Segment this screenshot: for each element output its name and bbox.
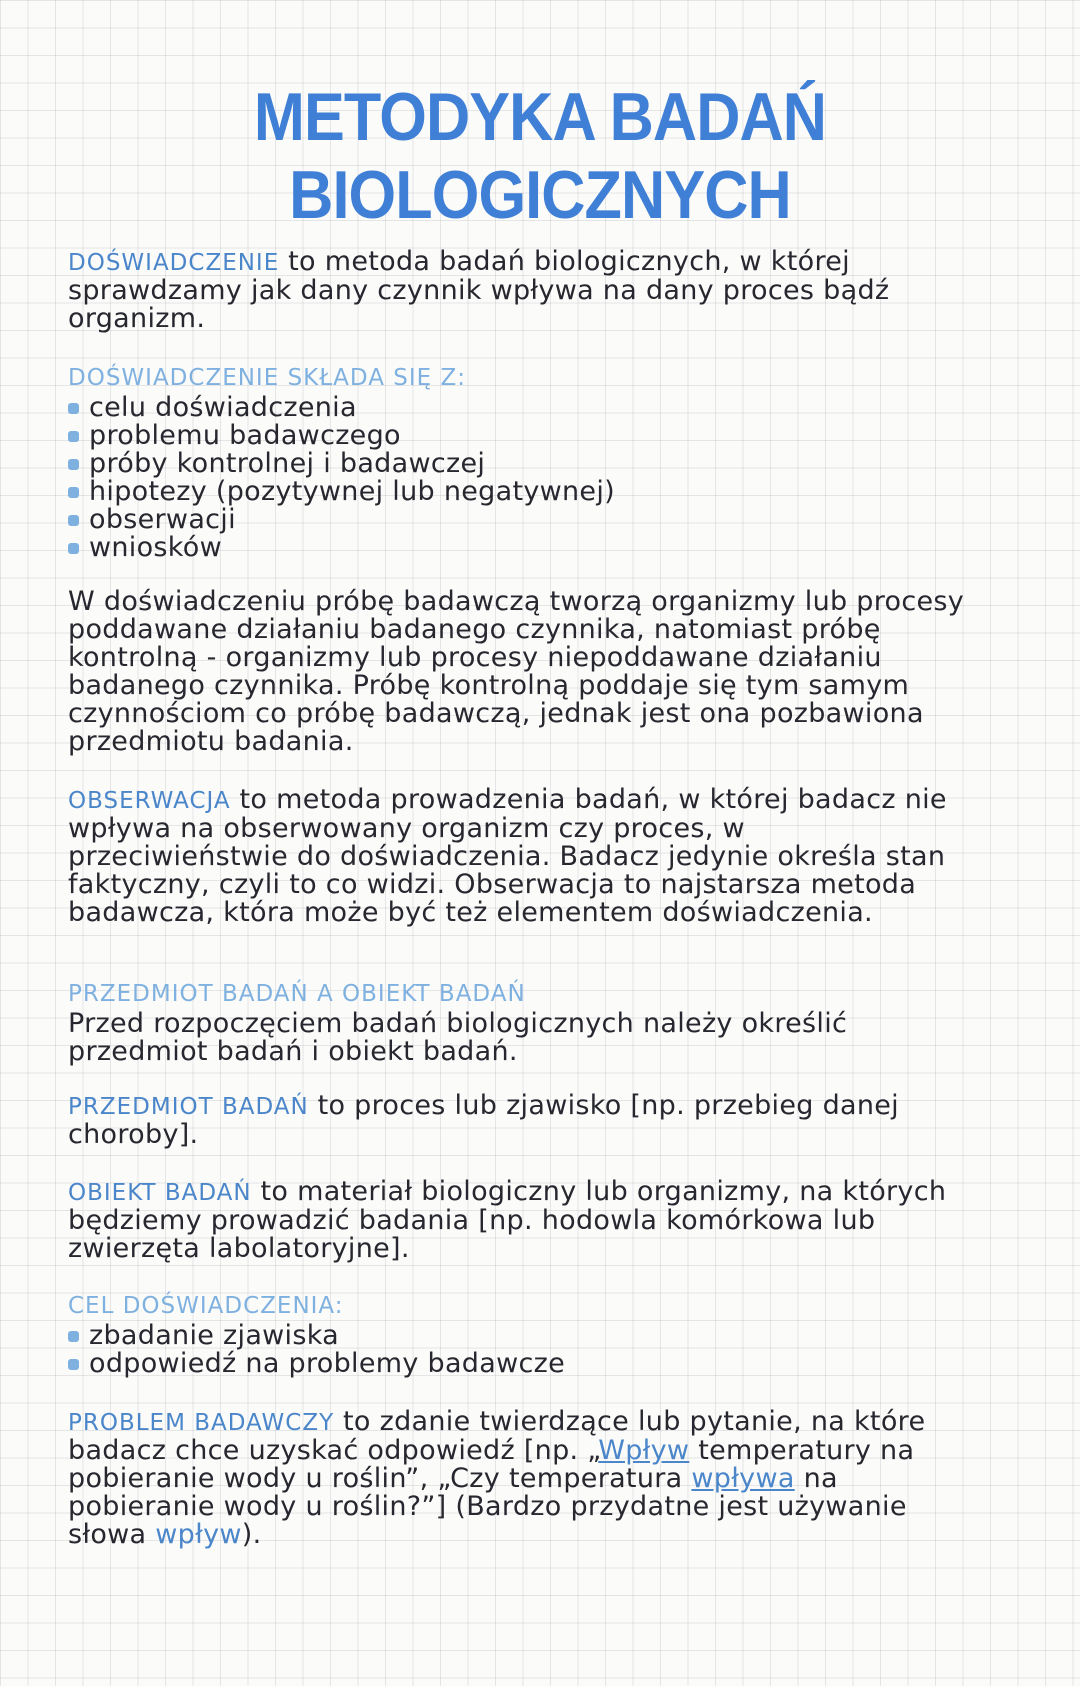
section-doswiadczenie-definition	[68, 248, 968, 333]
section-proby	[68, 588, 968, 756]
bullet-icon	[68, 515, 79, 526]
keyword-problem: PROBLEM BADAWCZY	[68, 1410, 335, 1436]
section-obserwacja	[68, 786, 968, 927]
highlighted-word: wpływ	[155, 1519, 242, 1550]
page-title: METODYKA BADAŃ BIOLOGICZNYCH	[253, 79, 827, 233]
bullet-icon	[68, 459, 79, 470]
bullet-icon	[68, 1331, 79, 1342]
components-list	[68, 394, 968, 562]
section-przedmiot-obiekt	[68, 980, 968, 1066]
paragraph: OBSERWACJA to metoda prowadzenia badań, w której badacz nie wpływa na obserwowany organizm czy proces, w przeciwieństwie do doświadczenia. Badacz jedynie określa stan faktyczny, czyli to co widzi. Obserwacja to najstarsza metoda badawcza, która może być też elementem doświadczenia.	[68, 784, 947, 928]
cel-heading: CEL DOŚWIADCZENIA:	[68, 1293, 344, 1319]
list-item: próby kontrolnej i badawczej	[68, 450, 968, 478]
keyword-przedmiot: PRZEDMIOT BADAŃ	[68, 1094, 309, 1120]
paragraph: OBIEKT BADAŃ to materiał biologiczny lub organizmy, na których będziemy prowadzić badania [np. hodowla komórkowa lub zwierzęta labolatoryjne].	[68, 1176, 947, 1264]
bullet-icon	[68, 1359, 79, 1370]
bullet-icon	[68, 403, 79, 414]
list-item: problemu badawczego	[68, 422, 968, 450]
keyword-obserwacja: OBSERWACJA	[68, 788, 231, 814]
list-item: hipotezy (pozytywnej lub negatywnej)	[68, 478, 968, 506]
components-heading: DOŚWIADCZENIE SKŁADA SIĘ Z:	[68, 365, 466, 391]
underlined-word: wpływa	[691, 1463, 795, 1494]
paragraph: PROBLEM BADAWCZY to zdanie twierdzące lub pytanie, na które badacz chce uzyskać odpowiedź [np. „Wpływ temperatury na pobieranie wody u roślin”, „Czy temperatura wpływa na pobieranie wody u roślin?”] (Bardzo przydatne jest używanie słowa wpływ).	[68, 1406, 926, 1550]
definition-text: to metoda badań biologicznych, w której sprawdzamy jak dany czynnik wpływa na dany proces bądź organizm.	[68, 246, 890, 334]
przedmiot-obiekt-heading: PRZEDMIOT BADAŃ A OBIEKT BADAŃ	[68, 981, 526, 1007]
keyword-obiekt: OBIEKT BADAŃ	[68, 1180, 252, 1206]
section-problem	[68, 1408, 968, 1549]
bullet-icon	[68, 431, 79, 442]
list-item: zbadanie zjawiska	[68, 1322, 968, 1350]
paragraph: PRZEDMIOT BADAŃ to proces lub zjawisko [np. przebieg danej choroby].	[68, 1090, 899, 1150]
section-cel	[68, 1292, 968, 1378]
bullet-icon	[68, 487, 79, 498]
paragraph: Przed rozpoczęciem badań biologicznych należy określić przedmiot badań i obiekt badań.	[68, 1008, 848, 1067]
list-item: odpowiedź na problemy badawcze	[68, 1350, 968, 1378]
section-components	[68, 364, 968, 562]
bullet-icon	[68, 543, 79, 554]
list-item: celu doświadczenia	[68, 394, 968, 422]
section-przedmiot	[68, 1092, 968, 1149]
cel-list	[68, 1322, 968, 1378]
keyword-doswiadczenie: DOŚWIADCZENIE	[68, 250, 280, 276]
paragraph: W doświadczeniu próbę badawczą tworzą organizmy lub procesy poddawane działaniu badanego czynnika, natomiast próbę kontrolną - organizmy lub procesy niepoddawane działaniu badanego czynnika. Próbę kontrolną poddaje się tym samym czynnościom co próbę badawczą, jednak jest ona pozbawiona przedmiotu badania.	[68, 586, 965, 757]
section-obiekt	[68, 1178, 968, 1263]
underlined-word: Wpływ	[598, 1435, 690, 1466]
paragraph	[68, 248, 968, 333]
list-item: obserwacji	[68, 506, 968, 534]
list-item: wniosków	[68, 534, 968, 562]
